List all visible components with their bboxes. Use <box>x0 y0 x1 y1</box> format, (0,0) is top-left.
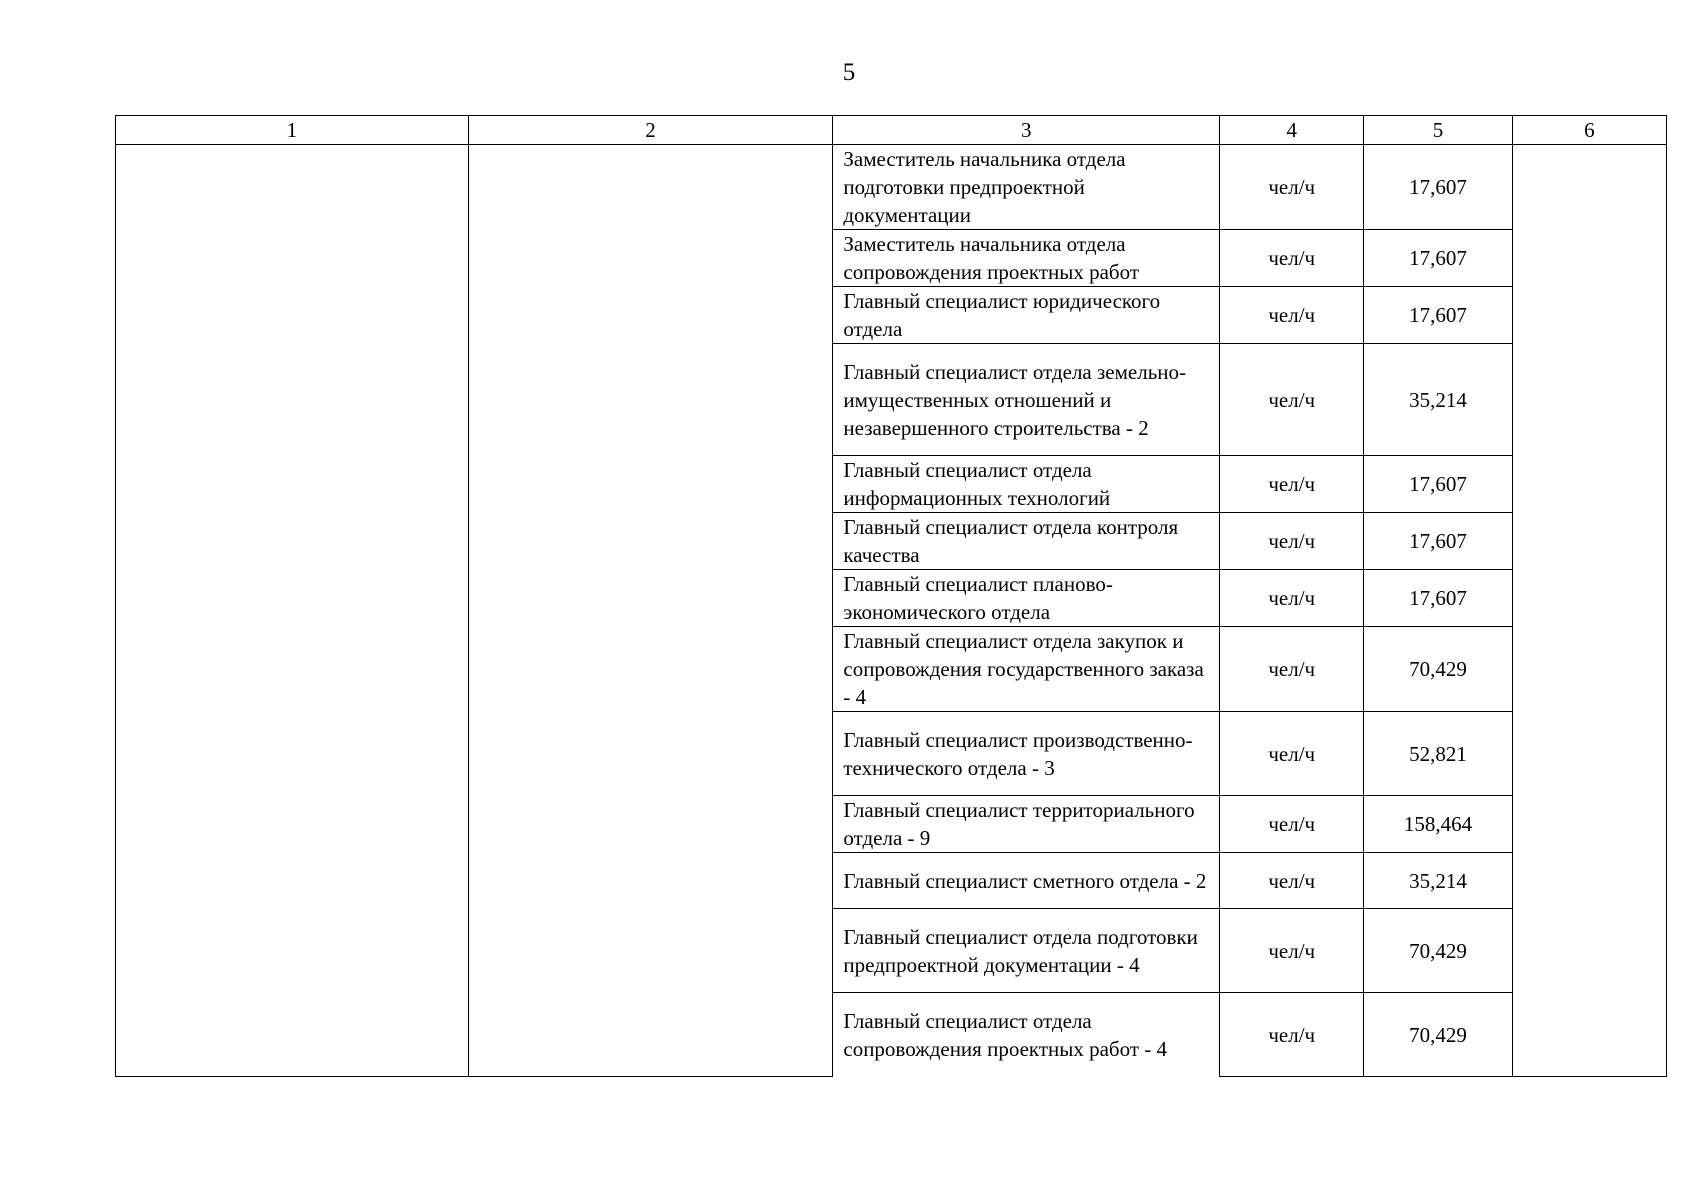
unit-cell: чел/ч <box>1220 627 1364 712</box>
position-cell: Главный специалист отдела подготовки предпроектной документации - 4 <box>833 909 1220 993</box>
unit-cell: чел/ч <box>1220 909 1364 993</box>
position-cell: Главный специалист территориального отдела - 9 <box>833 796 1220 853</box>
column-header-5: 5 <box>1364 116 1512 145</box>
position-cell: Главный специалист отдела земельно-имущественных отношений и незавершенного строительства - 2 <box>833 344 1220 456</box>
position-cell: Главный специалист планово-экономического отдела <box>833 570 1220 627</box>
column-header-3: 3 <box>833 116 1220 145</box>
unit-cell: чел/ч <box>1220 570 1364 627</box>
unit-cell: чел/ч <box>1220 344 1364 456</box>
value-cell: 35,214 <box>1364 344 1512 456</box>
value-cell: 70,429 <box>1364 909 1512 993</box>
value-cell: 17,607 <box>1364 145 1512 230</box>
unit-cell: чел/ч <box>1220 456 1364 513</box>
page-number: 5 <box>842 59 856 86</box>
table-row <box>116 145 1667 230</box>
unit-cell: чел/ч <box>1220 287 1364 344</box>
position-cell: Главный специалист сметного отдела - 2 <box>833 853 1220 909</box>
column-2-empty-cell <box>468 145 833 1077</box>
unit-cell: чел/ч <box>1220 230 1364 287</box>
position-cell: Главный специалист отдела закупок и сопровождения государственного заказа - 4 <box>833 627 1220 712</box>
column-header-6: 6 <box>1512 116 1666 145</box>
value-cell: 17,607 <box>1364 287 1512 344</box>
table-header-row <box>116 116 1667 145</box>
position-cell: Главный специалист отдела информационных технологий <box>833 456 1220 513</box>
position-cell: Главный специалист отдела контроля качества <box>833 513 1220 570</box>
position-cell: Заместитель начальника отдела сопровождения проектных работ <box>833 230 1220 287</box>
value-cell: 17,607 <box>1364 230 1512 287</box>
position-cell: Главный специалист производственно-технического отдела - 3 <box>833 712 1220 796</box>
value-cell: 52,821 <box>1364 712 1512 796</box>
unit-cell: чел/ч <box>1220 145 1364 230</box>
unit-cell: чел/ч <box>1220 993 1364 1077</box>
position-cell: Главный специалист юридического отдела <box>833 287 1220 344</box>
unit-cell: чел/ч <box>1220 513 1364 570</box>
value-cell: 17,607 <box>1364 570 1512 627</box>
column-6-empty-cell <box>1512 145 1666 1077</box>
column-header-4: 4 <box>1220 116 1364 145</box>
value-cell: 35,214 <box>1364 853 1512 909</box>
column-header-1: 1 <box>116 116 469 145</box>
value-cell: 70,429 <box>1364 627 1512 712</box>
value-cell: 158,464 <box>1364 796 1512 853</box>
column-1-empty-cell <box>116 145 469 1077</box>
column-header-2: 2 <box>468 116 833 145</box>
unit-cell: чел/ч <box>1220 853 1364 909</box>
unit-cell: чел/ч <box>1220 712 1364 796</box>
position-cell: Главный специалист отдела сопровождения проектных работ - 4 <box>833 993 1220 1077</box>
position-cell: Заместитель начальника отдела подготовки предпроектной документации <box>833 145 1220 230</box>
unit-cell: чел/ч <box>1220 796 1364 853</box>
document-table <box>115 115 1667 1077</box>
value-cell: 70,429 <box>1364 993 1512 1077</box>
value-cell: 17,607 <box>1364 456 1512 513</box>
value-cell: 17,607 <box>1364 513 1512 570</box>
